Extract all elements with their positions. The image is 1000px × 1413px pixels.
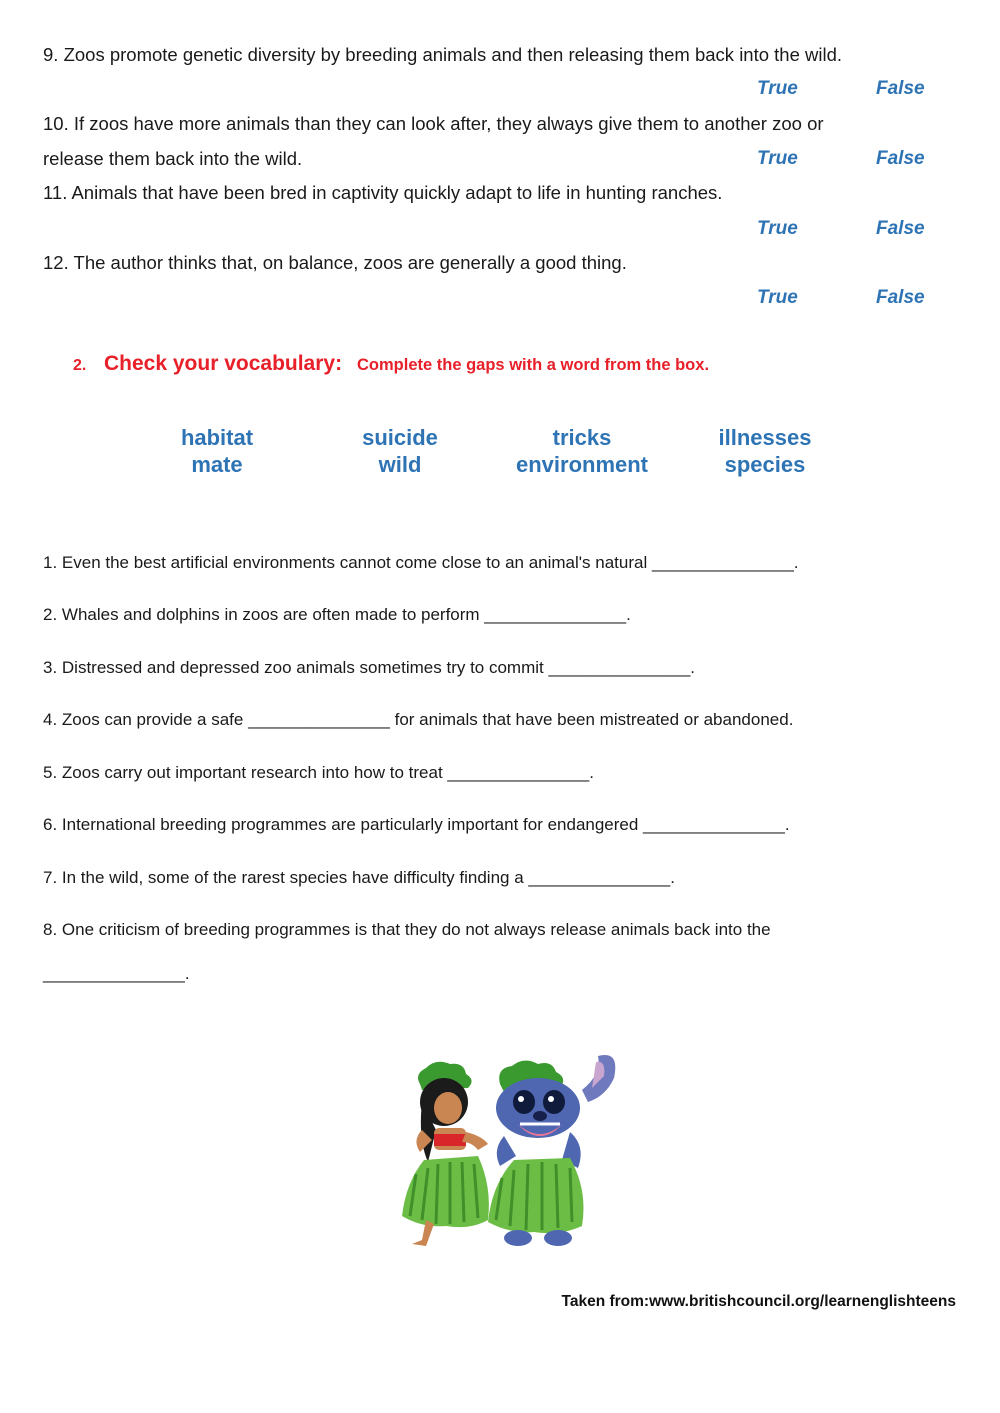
gap-sentence-7[interactable]: 7. In the wild, some of the rarest species have difficulty finding a _______________. — [43, 868, 675, 887]
gap-sentence-3[interactable]: 3. Distressed and depressed zoo animals sometimes try to commit _______________. — [43, 658, 696, 677]
q12-false-option[interactable]: False — [876, 287, 925, 308]
q11-true-option[interactable]: True — [757, 218, 798, 239]
gap-sentence-5[interactable]: 5. Zoos carry out important research into how to treat _______________. — [43, 763, 594, 782]
word-wild[interactable]: wild — [378, 452, 422, 477]
hula-dancers-illustration — [392, 1044, 632, 1254]
blue-creature-figure-icon — [488, 1055, 615, 1246]
word-tricks[interactable]: tricks — [552, 425, 612, 450]
gap-sentence-2[interactable]: 2. Whales and dolphins in zoos are often made to perform _______________. — [43, 605, 631, 624]
source-credit: Taken from:www.britishcouncil.org/learnenglishteens — [561, 1293, 956, 1310]
girl-figure-icon — [402, 1062, 489, 1246]
q9-true-option[interactable]: True — [757, 78, 798, 99]
section-title: Check your vocabulary: — [104, 352, 343, 375]
word-mate[interactable]: mate — [191, 452, 243, 477]
q10-false-option[interactable]: False — [876, 148, 925, 169]
question-11-text: 11. Animals that have been bred in captivity quickly adapt to life in hunting ranches. — [43, 182, 723, 203]
gap-sentence-6[interactable]: 6. International breeding programmes are particularly important for endangered _______________. — [43, 815, 790, 834]
q9-false-option[interactable]: False — [876, 78, 925, 99]
gap-sentence-8-blank[interactable]: _______________. — [43, 964, 190, 983]
q11-false-option[interactable]: False — [876, 218, 925, 239]
word-environment[interactable]: environment — [515, 452, 649, 477]
word-illnesses[interactable]: illnesses — [718, 425, 812, 450]
question-10-text-line1: 10. If zoos have more animals than they can look after, they always give them to another zoo or — [43, 113, 824, 134]
question-9-text: 9. Zoos promote genetic diversity by breeding animals and then releasing them back into the wild. — [43, 44, 843, 65]
question-10-text-line2: release them back into the wild. — [43, 148, 303, 169]
word-suicide[interactable]: suicide — [362, 425, 438, 450]
word-habitat[interactable]: habitat — [180, 425, 254, 450]
q12-true-option[interactable]: True — [757, 287, 798, 308]
word-species[interactable]: species — [724, 452, 806, 477]
section-number: 2. — [73, 357, 87, 374]
gap-sentence-1[interactable]: 1. Even the best artificial environments cannot come close to an animal's natural _______________. — [43, 553, 799, 572]
gap-sentence-4[interactable]: 4. Zoos can provide a safe _______________ for animals that have been mistreated or abandoned. — [43, 710, 794, 729]
gap-sentence-8: 8. One criticism of breeding programmes is that they do not always release animals back into the — [43, 920, 771, 939]
section-instruction: Complete the gaps with a word from the box. — [357, 356, 710, 374]
question-12-text: 12. The author thinks that, on balance, zoos are generally a good thing. — [43, 252, 627, 273]
q10-true-option[interactable]: True — [757, 148, 798, 169]
